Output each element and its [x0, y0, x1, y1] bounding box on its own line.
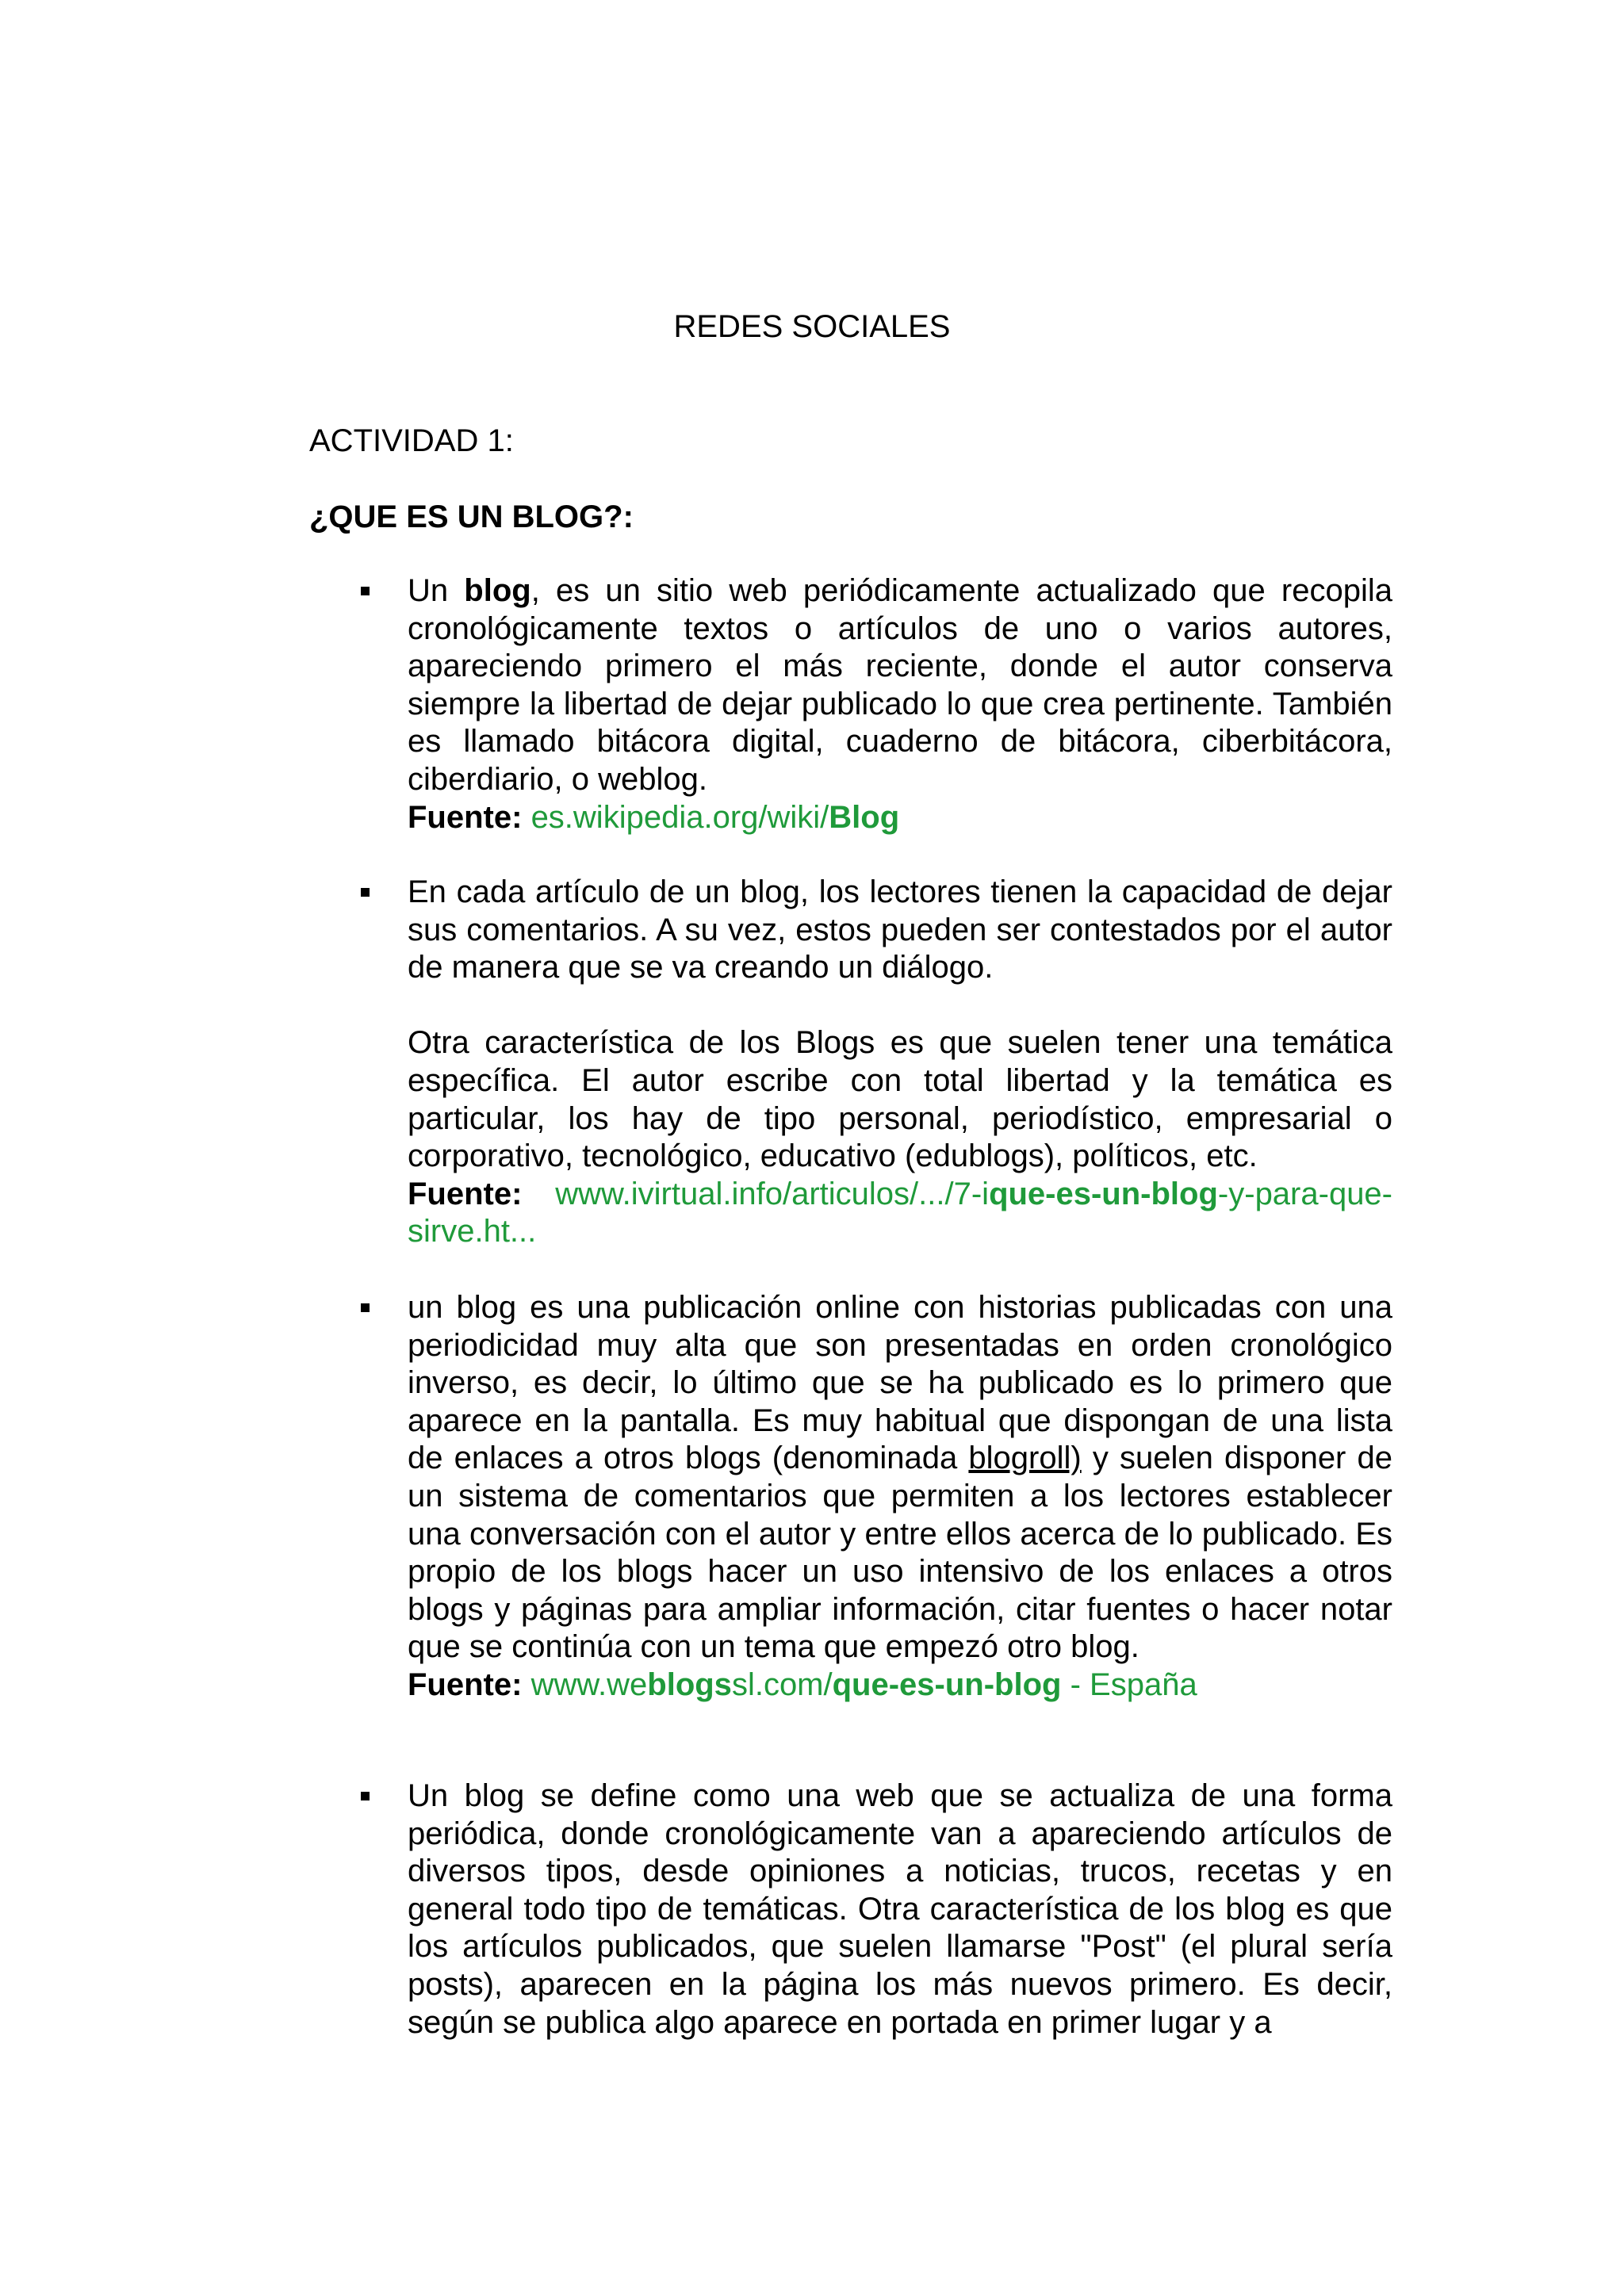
list-item [408, 1289, 1392, 1705]
square-bullet-icon [361, 1792, 370, 1800]
document-title: REDES SOCIALES [673, 309, 951, 344]
source-url-part: www.ivirtual.info/articulos/.../7-i [555, 1176, 990, 1211]
text-span: y suelen disponer de un sistema de comentarios que permiten a los lectores establecer una conversación con el autor y entre ellos acerca de lo publicado. Es propio de los blogs hacer un uso intensivo de los enlaces a otros blogs y páginas para ampliar información, citar fuentes o hacer notar que se continúa con un tema que empezó otro blog. [408, 1441, 1392, 1665]
source-line [408, 1667, 1392, 1705]
source-url-part: -y-para-que-sirve.ht... [408, 1176, 1392, 1249]
activity-heading: ACTIVIDAD 1: [309, 423, 514, 458]
text-span: Un [408, 573, 465, 608]
source-url-part: es.wikipedia.org/wiki/ [530, 799, 829, 835]
source-link[interactable] [408, 1177, 1392, 1249]
bullet-list-2 [408, 874, 1392, 1251]
square-bullet-icon [361, 587, 370, 595]
list-item [408, 874, 1392, 1251]
source-url-part: - España [1061, 1667, 1197, 1702]
source-link[interactable] [531, 800, 900, 835]
source-url-bold: Blog [829, 799, 900, 835]
bullet-list-3 [408, 1289, 1392, 1705]
square-bullet-icon [361, 1303, 370, 1312]
item-paragraph-2: Otra característica de los Blogs es que suelen tener una temática específica. El autor escribe con total libertad y la temática es particular, los hay de tipo personal, periodístico, empresarial o corporativo, tecnológico, educativo (edublogs), políticos, etc. [408, 1025, 1392, 1174]
source-url-part: sl.com/ [731, 1667, 833, 1702]
source-label: Fuente: [408, 799, 523, 835]
question-heading: ¿QUE ES UN BLOG?: [309, 499, 634, 534]
bullet-list-1 [408, 572, 1392, 836]
source-label: Fuente: [408, 1667, 523, 1702]
list-item [408, 572, 1392, 836]
bullet-list-4 [408, 1777, 1392, 2042]
text-span: , es un sitio web periódicamente actualizado que recopila cronológicamente textos o artículos de uno o varios autores, apareciendo primero el más reciente, donde el autor conserva siempre la libertad de dejar publicado lo que crea pertinente. También es llamado bitácora digital, cuaderno de bitácora, ciberbitácora, ciberdiario, o weblog. [408, 573, 1392, 797]
bold-term: blog [464, 573, 531, 608]
source-url-bold: que-es-un-blog [832, 1667, 1062, 1702]
source-url-part: www.we [530, 1667, 648, 1702]
source-line [408, 1176, 1392, 1251]
item-paragraph [408, 572, 1392, 799]
list-item [408, 1777, 1392, 2042]
source-url-bold: que-es-un-blog [989, 1176, 1218, 1211]
source-link[interactable] [531, 1667, 1197, 1702]
square-bullet-icon [361, 888, 370, 897]
item-paragraph [408, 1289, 1392, 1667]
item-paragraph: En cada artículo de un blog, los lectores tienen la capacidad de dejar sus comentarios. A su vez, estos pueden ser contestados por el autor de manera que se va creando un diálogo. [408, 874, 1392, 985]
item-paragraph: Un blog se define como una web que se actualiza de una forma periódica, donde cronológicamente van a apareciendo artículos de diversos tipos, desde opiniones a noticias, trucos, recetas y en general todo tipo de temáticas. Otra característica de los blog es que los artículos publicados, que suelen llamarse "Post" (el plural sería posts), aparecen en la página los más nuevos primero. Es decir, según se publica algo aparece en portada en primer lugar y a [408, 1778, 1392, 2040]
source-label: Fuente: [408, 1176, 523, 1211]
blogroll-link[interactable]: blogroll) [968, 1441, 1082, 1476]
source-line [408, 799, 1392, 837]
text-span: un blog es una publicación online con historias publicadas con una periodicidad muy alta que son presentadas en orden cronológico inverso, es decir, lo último que se ha publicado es lo primero que aparece en la pantalla. Es muy habitual que dispongan de una lista de enlaces a otros blogs (denominada [408, 1290, 1392, 1476]
source-url-bold: blogs [647, 1667, 732, 1702]
